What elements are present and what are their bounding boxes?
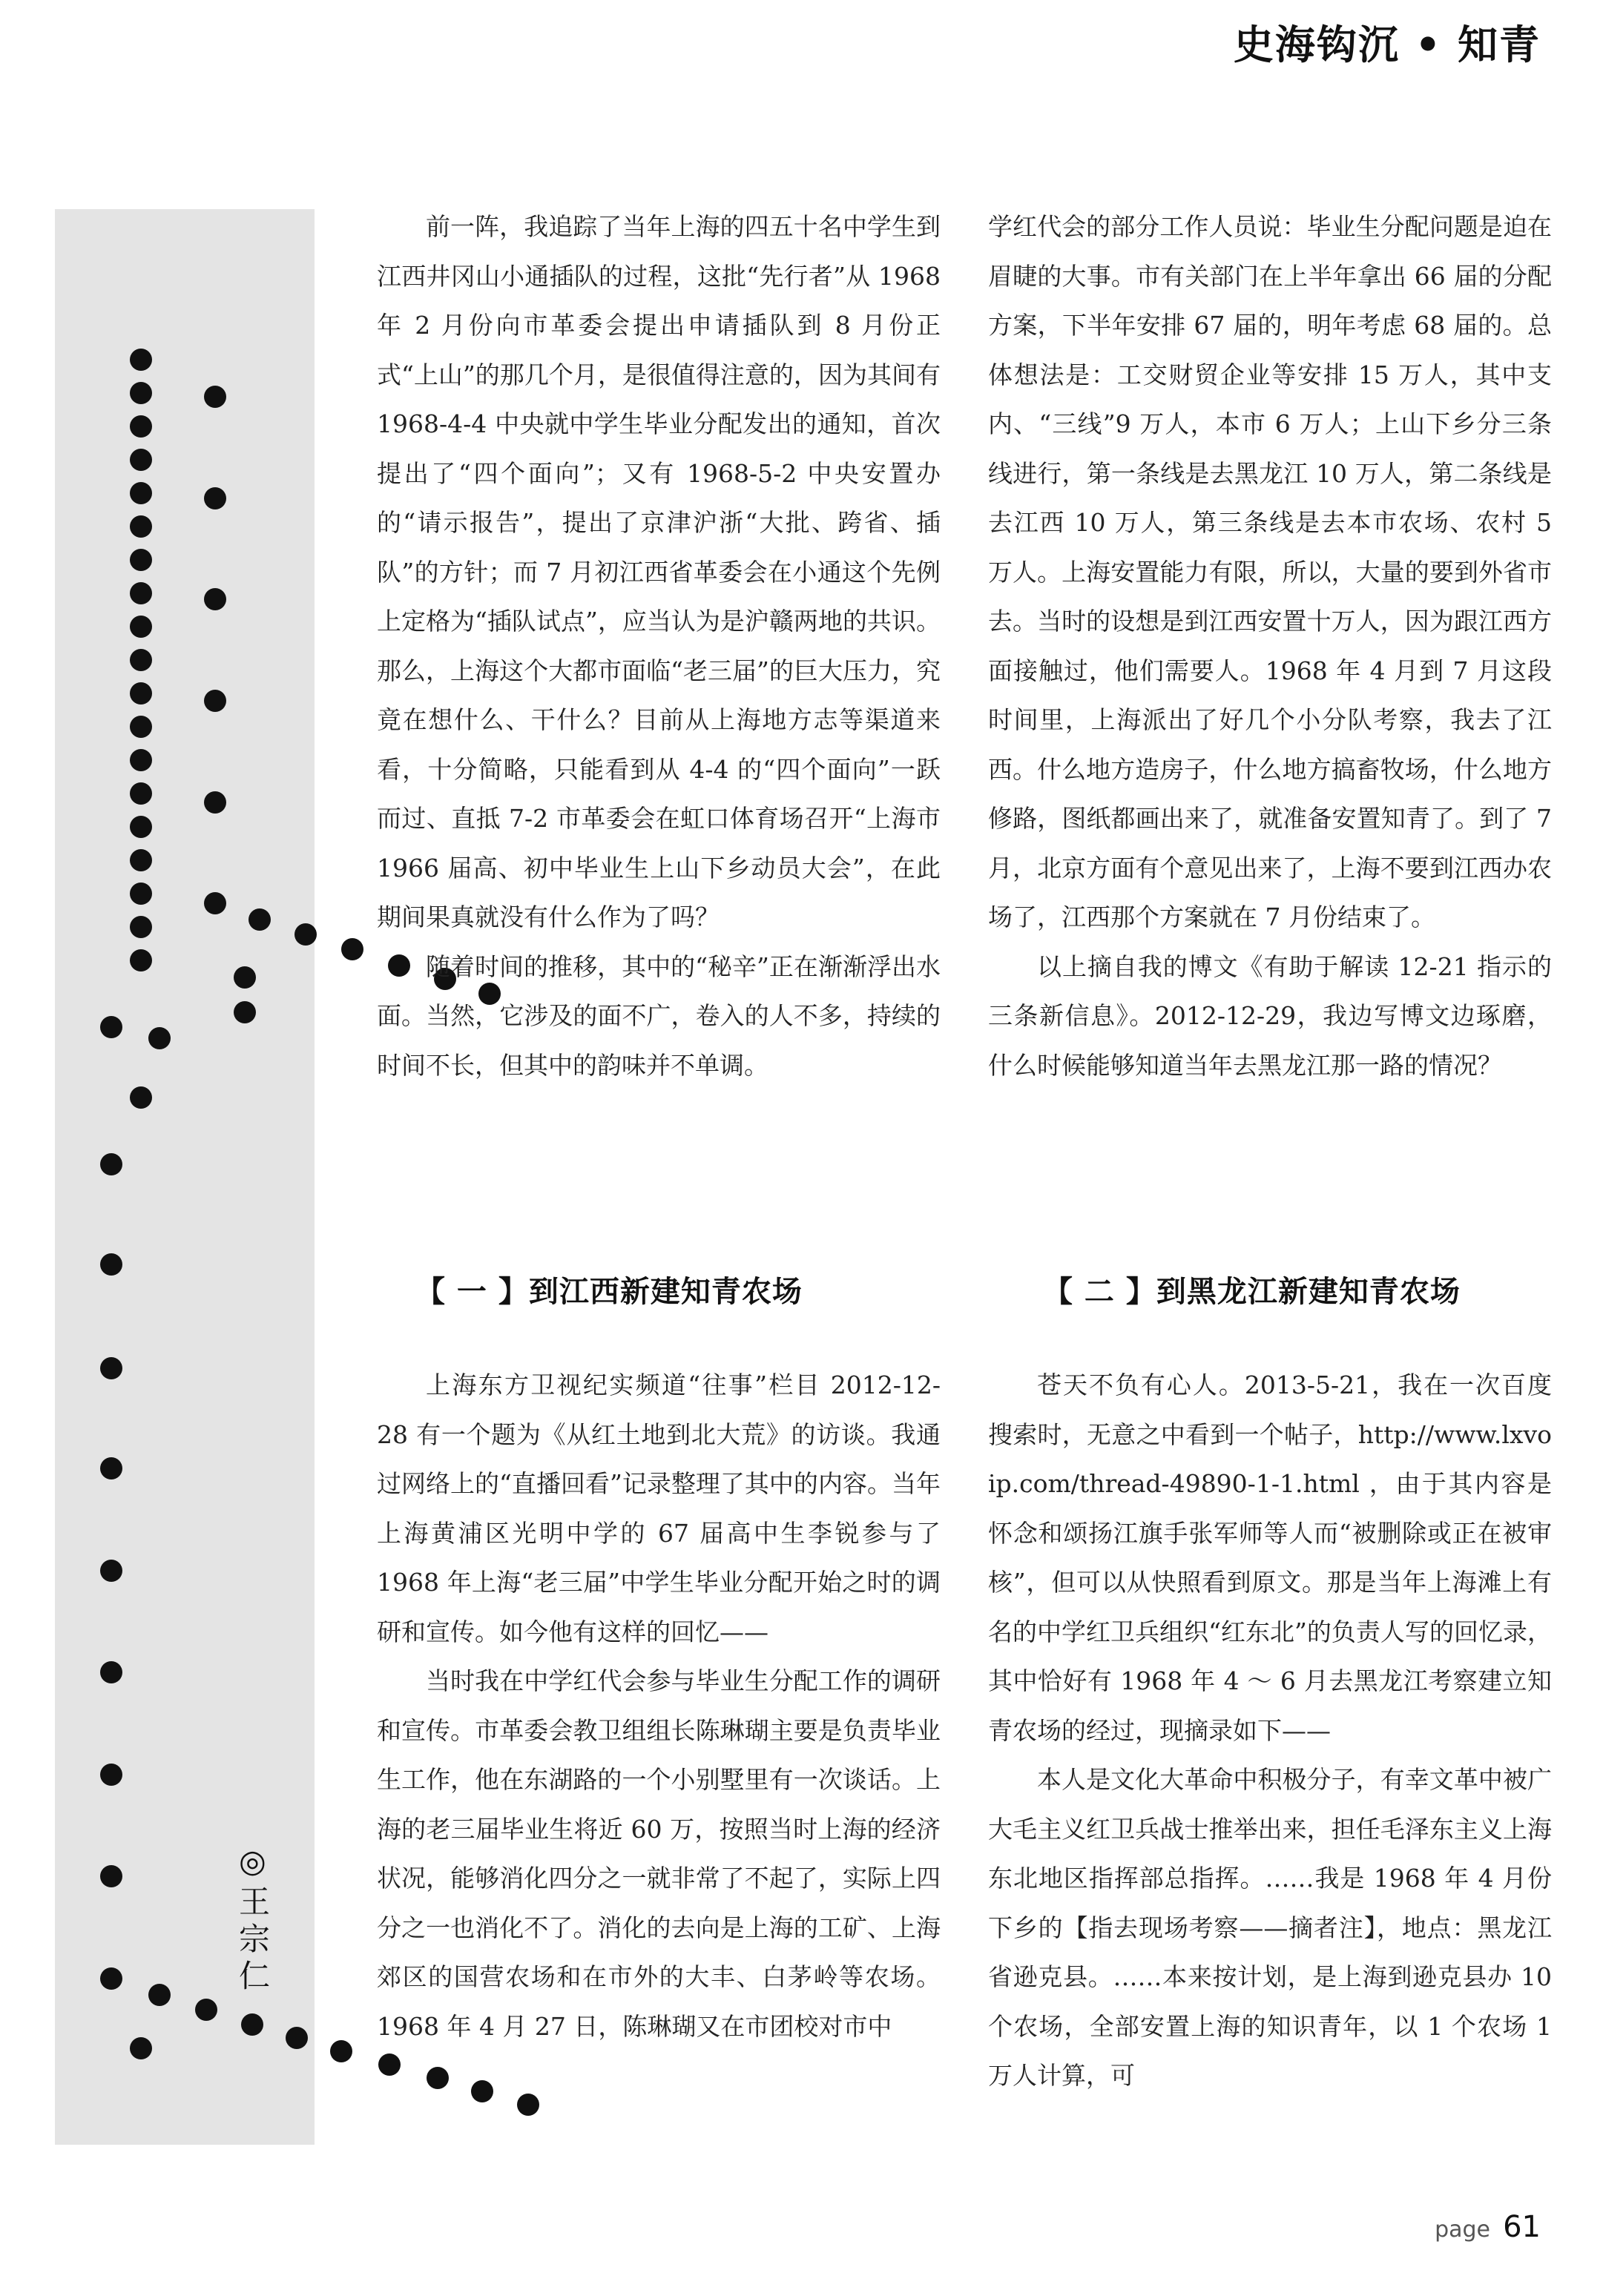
page-number: 61 — [1503, 2210, 1541, 2244]
paragraph: 苍天不负有心人。2013-5-21，我在一次百度搜索时，无意之中看到一个帖子，http://www.lxvoip.com/thread-49890-1-1.html ，由于其内容是怀念和颂扬江旗手张军师等人而“被删除或正在被审核”，但可以从快照看到原文。那是当年上海滩上有名的中学红卫兵组织“红东北”的负责人写的回忆录，其中恰好有 1968 年 4 ～ 6 月去黑龙江考察建立知青农场的经过，现摘录如下—— — [988, 1370, 1552, 1745]
section-1-body — [377, 1361, 941, 2051]
paragraph: 随着时间的推移，其中的“秘辛”正在渐渐浮出水面。当然，它涉及的面不广，卷入的人不多，持续的时间不长，但其中的韵味并不单调。 — [377, 951, 941, 1080]
section-2-title: 【 二 】到黑龙江新建知青农场 — [1043, 1275, 1461, 1309]
section-1-title: 【 一 】到江西新建知青农场 — [415, 1275, 803, 1309]
section-header: 史海钩沉 • 知青 — [1233, 21, 1541, 68]
paragraph: 上海东方卫视纪实频道“往事”栏目 2012-12-28 有一个题为《从红土地到北大荒》的访谈。我通过网络上的“直播回看”记录整理了其中的内容。当年上海黄浦区光明中学的 67 届高中生李锐参与了 1968 年上海“老三届”中学生毕业分配开始之时的调研和宣传。如今他有这样的回忆—— — [377, 1370, 941, 1646]
paragraph: 以上摘自我的博文《有助于解读 12-21 指示的三条新信息》。2012-12-29，我边写博文边琢磨，什么时候能够知道当年去黑龙江那一路的情况？ — [988, 951, 1552, 1080]
paragraph: 本人是文化大革命中积极分子，有幸文革中被广大毛主义红卫兵战士推举出来，担任毛泽东主义上海东北地区指挥部总指挥。……我是 1968 年 4 月份下乡的【指去现场考察——摘者注】，地点：黑龙江省逊克县。……本来按计划，是上海到逊克县办 10 个农场，全部安置上海的知识青年，以 1 个农场 1 万人计算，可 — [988, 1765, 1552, 2090]
page-label: page — [1435, 2217, 1490, 2243]
column-1-intro — [377, 202, 941, 1090]
author-byline: ◎王宗仁 — [234, 1843, 271, 1996]
paragraph: 学红代会的部分工作人员说：毕业生分配问题是迫在眉睫的大事。市有关部门在上半年拿出 66 届的分配方案，下半年安排 67 届的，明年考虑 68 届的。总体想法是：工交财贸企业等安排 15 万人，其中支内、“三线”9 万人，本市 6 万人；上山下乡分三条线进行，第一条线是去黑龙江 10 万人，第二条线是去江西 10 万人，第三条线是去本市农场、农村 5 万人。上海安置能力有限，所以，大量的要到外省市去。当时的设想是到江西安置十万人，因为跟江西方面接触过，他们需要人。1968 年 4 月到 7 月这段时间里，上海派出了好几个小分队考察，我去了江西。什么地方造房子，什么地方搞畜牧场，什么地方修路，图纸都画出来了，就准备安置知青了。到了 7 月，北京方面有个意见出来了，上海不要到江西办农场了，江西那个方案就在 7 月份结束了。 — [988, 212, 1552, 931]
paragraph: 当时我在中学红代会参与毕业生分配工作的调研和宣传。市革委会教卫组组长陈琳瑚主要是负责毕业生工作，他在东湖路的一个小别墅里有一次谈话。上海的老三届毕业生将近 60 万，按照当时上海的经济状况，能够消化四分之一就非常了不起了，实际上四分之一也消化不了。消化的去向是上海的工矿、上海郊区的国营农场和在市外的大丰、白茅岭等农场。1968 年 4 月 27 日，陈琳瑚又在市团校对市中 — [377, 1666, 941, 2041]
column-2-intro — [988, 202, 1552, 1090]
page-footer — [1435, 2210, 1541, 2244]
section-2-body — [988, 1361, 1552, 2101]
paragraph: 前一阵，我追踪了当年上海的四五十名中学生到江西井冈山小通插队的过程，这批“先行者”从 1968 年 2 月份向市革委会提出申请插队到 8 月份正式“上山”的那几个月，是很值得注意的，因为其间有 1968-4-4 中央就中学生毕业分配发出的通知，首次提出了“四个面向”；又有 1968-5-2 中央安置办的“请示报告”，提出了京津沪浙“大批、跨省、插队”的方针；而 7 月初江西省革委会在小通这个先例上定格为“插队试点”，应当认为是沪赣两地的共识。那么，上海这个大都市面临“老三届”的巨大压力，究竟在想什么、干什么？目前从上海地方志等渠道来看，十分简略，只能看到从 4-4 的“四个面向”一跃而过、直抵 7-2 市革委会在虹口体育场召开“上海市 1966 届高、初中毕业生上山下乡动员大会”，在此期间果真就没有什么作为了吗？ — [377, 212, 941, 931]
